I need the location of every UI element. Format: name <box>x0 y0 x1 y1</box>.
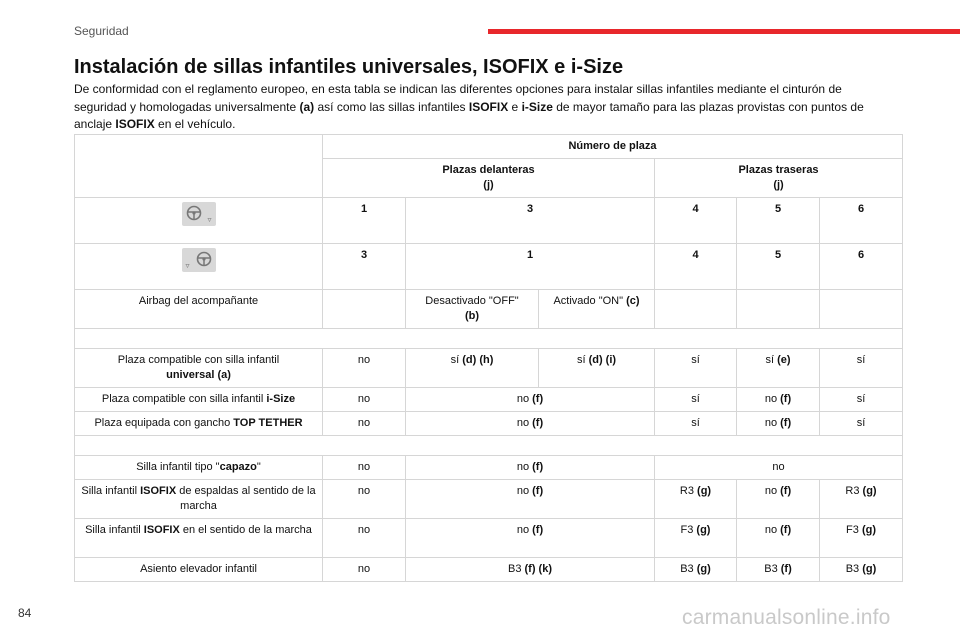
table-cell: B3 (g) <box>820 558 903 582</box>
header-empty-cell <box>75 135 323 198</box>
table-cell: no <box>323 480 406 519</box>
table-cell: R3 (g) <box>820 480 903 519</box>
table-row <box>75 244 903 290</box>
rhd-icon-cell <box>75 244 323 290</box>
empty-cell <box>737 290 820 329</box>
table-cell: no (f) <box>737 412 820 436</box>
seat-number-cell: 6 <box>820 198 903 244</box>
row-label: Plaza equipada con gancho TOP TETHER <box>75 412 323 436</box>
table-cell: F3 (g) <box>655 519 737 558</box>
front-seats-header: Plazas delanteras (j) <box>323 159 655 198</box>
seat-number-cell: 5 <box>737 244 820 290</box>
header-accent-bar <box>488 29 960 34</box>
seat-number-header: Número de plaza <box>323 135 903 159</box>
child-seat-table <box>74 134 903 582</box>
table-row <box>75 558 903 582</box>
seat-number-cell: 1 <box>406 244 655 290</box>
row-label: Silla infantil ISOFIX en el sentido de la marcha <box>75 519 323 558</box>
airbag-off-cell: Desactivado "OFF" (b) Activado "ON" (c) <box>406 290 655 329</box>
table-row <box>75 480 903 519</box>
table-cell: sí <box>820 412 903 436</box>
table-row <box>75 412 903 436</box>
table-cell: sí <box>655 388 737 412</box>
lhd-icon-cell <box>75 198 323 244</box>
table-cell: no (f) <box>406 519 655 558</box>
steering-wheel-left-icon: ▿ <box>182 202 216 226</box>
seat-number-cell: 6 <box>820 244 903 290</box>
table-cell: no <box>655 456 903 480</box>
table-cell: no (f) <box>737 519 820 558</box>
table-cell: sí <box>820 388 903 412</box>
table-cell: sí <box>820 349 903 388</box>
row-label: Plaza compatible con silla infantil i-Size <box>75 388 323 412</box>
row-label: Silla infantil ISOFIX de espaldas al sentido de la marcha <box>75 480 323 519</box>
table-cell: B3 (f) (k) <box>406 558 655 582</box>
seat-number-cell: 1 <box>323 198 406 244</box>
table-row <box>75 198 903 244</box>
table-cell: F3 (g) <box>820 519 903 558</box>
table-cell: no (f) <box>406 412 655 436</box>
table-row <box>75 349 903 388</box>
rear-seats-header: Plazas traseras (j) <box>655 159 903 198</box>
table-row <box>75 456 903 480</box>
table-cell: B3 (g) <box>655 558 737 582</box>
table-cell: sí <box>655 349 737 388</box>
steering-wheel-right-icon: ▿ <box>182 248 216 272</box>
table-cell: R3 (g) <box>655 480 737 519</box>
row-label: Asiento elevador infantil <box>75 558 323 582</box>
empty-cell <box>655 290 737 329</box>
seat-number-cell: 3 <box>323 244 406 290</box>
table-cell: no (f) <box>406 388 655 412</box>
spacer-row <box>75 436 903 456</box>
table-cell: no <box>323 349 406 388</box>
seat-number-cell: 4 <box>655 244 737 290</box>
table-cell: sí <box>655 412 737 436</box>
spacer-row <box>75 329 903 349</box>
table-cell: B3 (f) <box>737 558 820 582</box>
page-number: 84 <box>18 606 32 620</box>
watermark: carmanualsonline.info <box>682 606 891 629</box>
table-cell: no <box>323 412 406 436</box>
airbag-label: Airbag del acompañante <box>75 290 323 329</box>
table-cell: no (f) <box>406 456 655 480</box>
row-label: Plaza compatible con silla infantil universal (a) <box>75 349 323 388</box>
table-row <box>75 519 903 558</box>
empty-cell <box>820 290 903 329</box>
seat-number-cell: 5 <box>737 198 820 244</box>
section-label: Seguridad <box>74 24 129 38</box>
table-cell: no <box>323 388 406 412</box>
table-cell: no <box>323 456 406 480</box>
table-cell: no (f) <box>406 480 655 519</box>
intro-paragraph: De conformidad con el reglamento europeo, en esta tabla se indican las diferentes opciones para instalar sillas infantiles mediante el cinturón de seguridad y homologadas universalmente (a) así como las sillas infantiles ISOFIX e i-Size de mayor tamaño para las plazas provistas con puntos de anclaje ISOFIX en el vehículo. <box>74 82 864 131</box>
table-cell: no (f) <box>737 388 820 412</box>
page-title: Instalación de sillas infantiles universales, ISOFIX e i-Size <box>74 56 624 78</box>
table-row <box>75 290 903 329</box>
table-cell: sí (e) <box>737 349 820 388</box>
table-row <box>75 388 903 412</box>
seat-number-cell: 4 <box>655 198 737 244</box>
row-label: Silla infantil tipo "capazo" <box>75 456 323 480</box>
table-cell: no <box>323 519 406 558</box>
table-cell: no <box>323 558 406 582</box>
table-cell: no (f) <box>737 480 820 519</box>
empty-cell <box>323 290 406 329</box>
seat-number-cell: 3 <box>406 198 655 244</box>
airbag-on-cell: Activado "ON" (c) <box>553 295 640 307</box>
table-cell: sí (d) (h) sí (d) (i) <box>406 349 655 388</box>
